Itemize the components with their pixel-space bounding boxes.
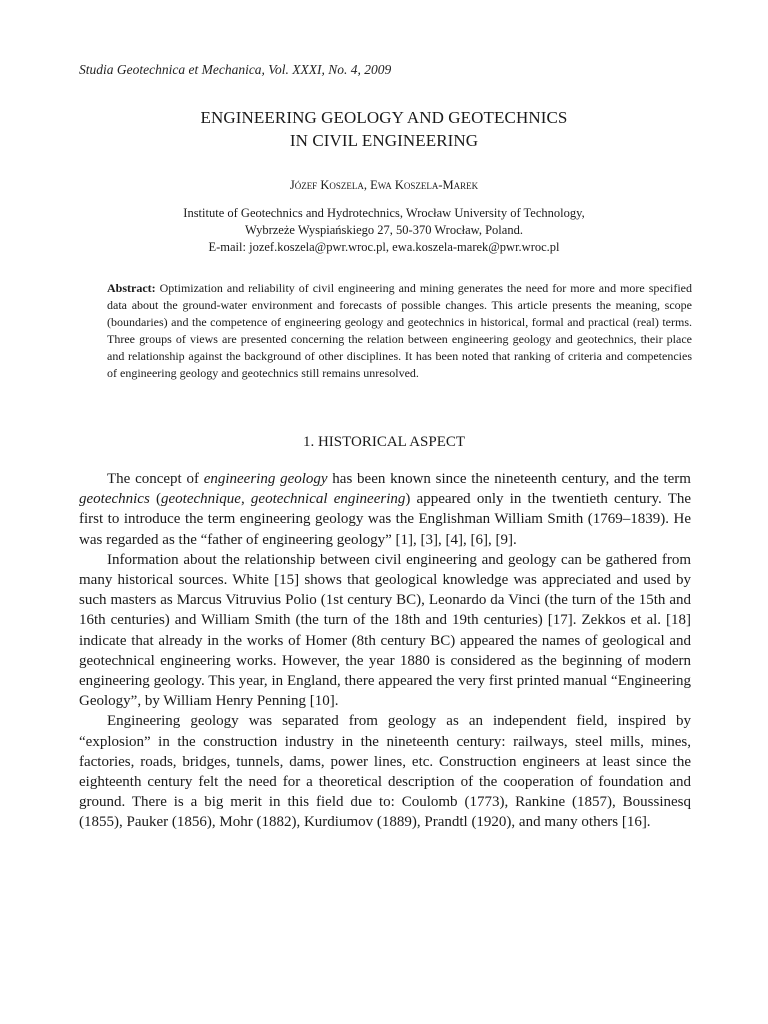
abstract-label: Abstract: <box>107 281 156 295</box>
p1-text-a: The concept of <box>107 471 204 487</box>
title-line-1: ENGINEERING GEOLOGY AND GEOTECHNICS <box>200 108 568 127</box>
p1-text-e: ) appeared only in the twentieth century. The first to introduce the term engineering geology was the Englishman William Smith (1769–1839). He was regarded as the “father of engineering geology” [1], [3], [4], [6], [9]. <box>79 491 692 548</box>
affiliation <box>0 205 768 256</box>
title-line-2: IN CIVIL ENGINEERING <box>289 131 479 150</box>
paragraph-2: Information about the relationship between civil engineering and geology can be gathered from many historical sources. White [15] shows that geological knowledge was appreciated and used by such masters as Marcus Vitruvius Polio (1st century BC), Leonardo da Vinci (the turn of the 15th and 16th centuries) and William Smith (the turn of the 18th and 19th centuries) [17]. Zekkos et al. [18] indicate that already in the works of Homer (8th century BC) appeared the names of geological and geotechnical engineering works. However, the year 1880 is considered as the beginning of modern engineering geology. This year, in England, there appeared the very first printed manual “Engineering Geology”, by William Henry Penning [10]. <box>79 551 691 710</box>
paragraph-1 <box>79 469 691 550</box>
abstract-text: Optimization and reliability of civil engineering and mining generates the need for more and more specified data about the ground-water environment and forecasts of possible changes. This article presents the meaning, scope (boundaries) and the competence of engineering geology and geotechnics in historical, formal and practical (real) terms. Three groups of views are presented concerning the relation between engineering geology and geotechnics, their place and relationship against the background of other disciplines. It has been noted that ranking of criteria and competencies of engineering geology and geotechnics still remains unresolved. <box>107 281 692 380</box>
paragraph-3: Engineering geology was separated from geology as an independent field, inspired by “explosion” in the construction industry in the nineteenth century: railways, steel mills, mines, factories, roads, bridges, tunnels, dams, power lines, etc. Construction engineers at least since the eighteenth century felt the need for a theoretical description of the cooperation of foundation and ground. There is a big merit in this field due to: Coulomb (1773), Rankine (1857), Boussinesq (1855), Pauker (1856), Mohr (1882), Kurdiumov (1889), Prandtl (1920), and many others [16]. <box>79 713 691 831</box>
p1-text-c: ( <box>149 491 161 508</box>
p1-text-d: , <box>240 491 251 508</box>
body-text <box>79 469 691 833</box>
p1-emphasis-geotechnics: geotechnics <box>79 491 150 508</box>
p1-emphasis-geotechnical-engineering: geotechnical engineering <box>250 491 406 508</box>
journal-citation: Studia Geotechnica et Mechanica, Vol. XXXI, No. 4, 2009 <box>79 62 392 77</box>
affiliation-line-2: Wybrzeże Wyspiańskiego 27, 50-370 Wrocław, Poland. <box>245 223 523 237</box>
p1-emphasis-engineering-geology: engineering geology <box>203 471 328 487</box>
p1-text-b: has been known since the nineteenth century, and the term <box>327 471 691 487</box>
affiliation-email: E-mail: jozef.koszela@pwr.wroc.pl, ewa.koszela-marek@pwr.wroc.pl <box>208 240 560 254</box>
affiliation-line-1: Institute of Geotechnics and Hydrotechnics, Wrocław University of Technology, <box>183 206 585 220</box>
abstract <box>107 280 692 382</box>
paper-title <box>0 106 768 152</box>
authors: Józef Koszela, Ewa Koszela-Marek <box>289 178 479 192</box>
section-heading: 1. HISTORICAL ASPECT <box>302 434 466 450</box>
p1-emphasis-geotechnique: geotechnique <box>161 491 241 508</box>
